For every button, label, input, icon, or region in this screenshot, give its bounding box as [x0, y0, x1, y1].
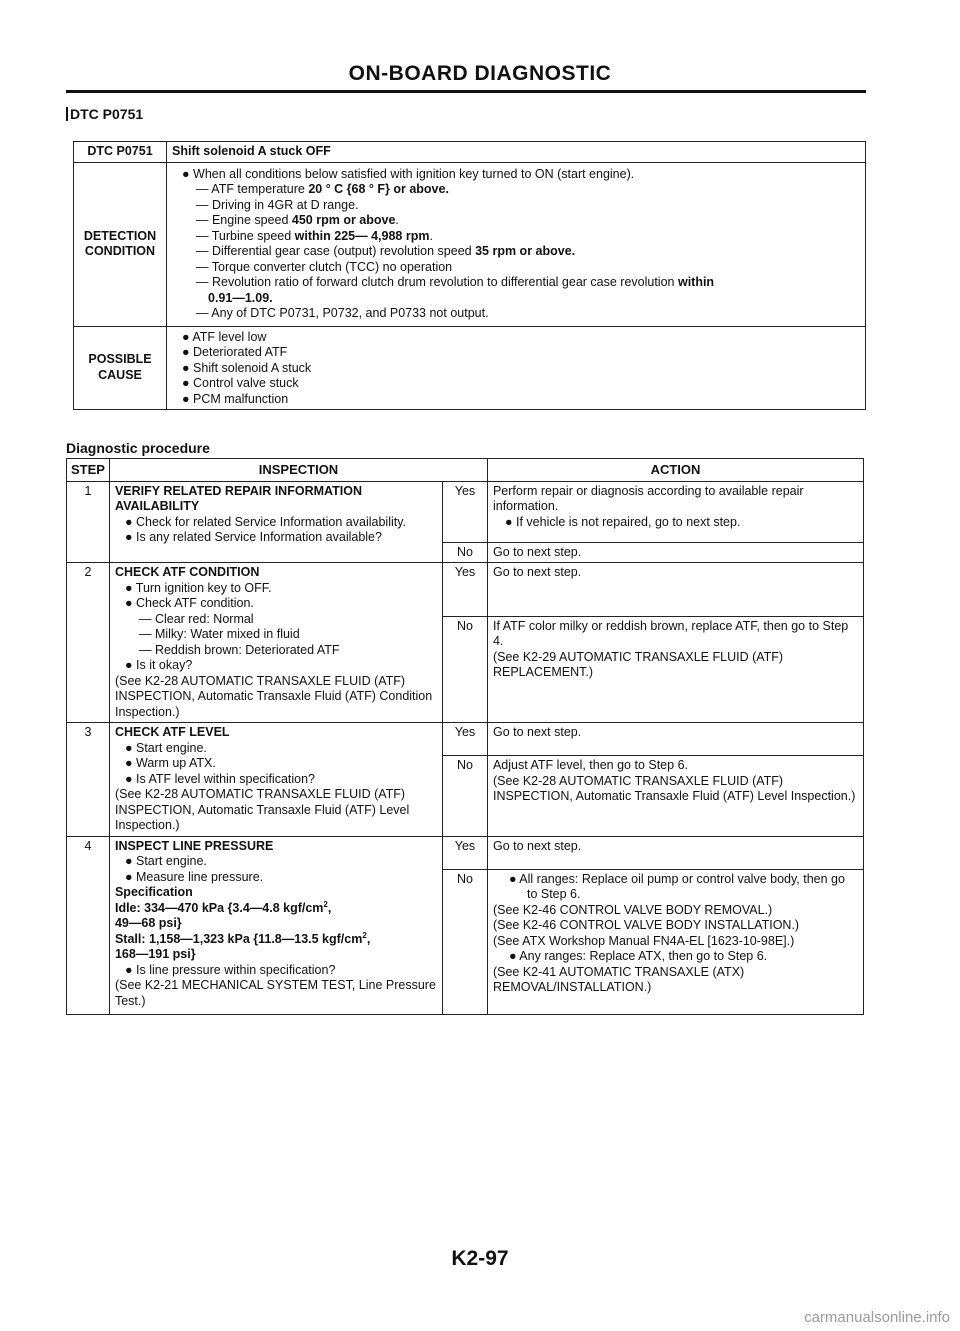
inspection-line: — Milky: Water mixed in fluid [138, 627, 300, 641]
step-title: INSPECT LINE PRESSURE [114, 838, 274, 853]
step-header: STEP [67, 459, 110, 482]
detection-conditions [167, 162, 866, 326]
inspection-line: ● Is line pressure within specification? [124, 962, 336, 977]
action-line: (See K2-41 AUTOMATIC TRANSAXLE (ATX) REMOVAL/INSTALLATION.) [492, 964, 745, 994]
step-3-no-action [487, 756, 863, 837]
section-label-text: DTC P0751 [70, 106, 144, 122]
step-title: VERIFY RELATED REPAIR INFORMATION AVAILABILITY [114, 483, 362, 513]
action-line: Perform repair or diagnosis according to available repair information. [492, 483, 804, 513]
detection-item: — Differential gear case (output) revolution speed 35 rpm or above. [196, 244, 576, 258]
detection-item: — Any of DTC P0731, P0732, and P0733 not output. [196, 306, 489, 320]
inspection-line: ● Check for related Service Information availability. [124, 514, 407, 529]
step-4-no-action [487, 869, 863, 1014]
action-line: (See ATX Workshop Manual FN4A-EL [1623-10-98E].) [492, 933, 795, 948]
page-title: ON-BOARD DIAGNOSTIC [348, 62, 612, 85]
watermark: carmanualsonline.info [804, 1309, 950, 1326]
inspection-reference: (See K2-21 MECHANICAL SYSTEM TEST, Line Pressure Test.) [114, 978, 436, 1008]
action-line: (See K2-29 AUTOMATIC TRANSAXLE FLUID (ATF) REPLACEMENT.) [492, 649, 784, 680]
detection-item: — Torque converter clutch (TCC) no operation [196, 259, 453, 274]
inspection-line: ● Turn ignition key to OFF. [124, 580, 272, 595]
cause-list [167, 326, 866, 410]
cause-item: ● Shift solenoid A stuck [182, 360, 312, 375]
step-3-inspection [109, 723, 442, 837]
inspection-line: ● Start engine. [124, 854, 207, 868]
cause-row [74, 326, 866, 410]
no-label: No [442, 756, 487, 837]
margin-mark [66, 107, 68, 121]
step-number: 1 [67, 481, 110, 563]
inspection-line: ● Warm up ATX. [124, 756, 216, 770]
step-1-yes-action [487, 481, 863, 542]
step-3-yes-row [67, 723, 864, 756]
action-header: ACTION [487, 459, 863, 482]
action-line: ● All ranges: Replace oil pump or control valve body, then go to Step 6. [508, 871, 845, 901]
dtc-description: Shift solenoid A stuck OFF [167, 142, 866, 163]
step-2-no-action [487, 616, 863, 722]
inspection-line: ● Start engine. [124, 740, 207, 755]
action-line: (See K2-46 CONTROL VALVE BODY REMOVAL.) [492, 902, 773, 917]
detection-item: — Engine speed 450 rpm or above. [196, 213, 399, 227]
step-1-yes-row [67, 481, 864, 542]
yes-label: Yes [442, 836, 487, 869]
step-number: 3 [67, 723, 110, 837]
inspection-line: ● Is any related Service Information available? [124, 530, 382, 544]
step-4-inspection [109, 836, 442, 1014]
action-line: (See K2-28 AUTOMATIC TRANSAXLE FLUID (ATF) INSPECTION, Automatic Transaxle Fluid (ATF) Level Inspection.) [492, 773, 856, 803]
detection-intro: ● When all conditions below satisfied with ignition key turned to ON (start engine). [182, 166, 635, 181]
step-1-inspection [109, 481, 442, 563]
detection-item: — Revolution ratio of forward clutch drum revolution to differential gear case revolution within [196, 275, 715, 289]
dtc-code: DTC P0751 [74, 142, 167, 163]
action-line: If ATF color milky or reddish brown, replace ATF, then go to Step 4. [492, 618, 849, 649]
inspection-line: — Clear red: Normal [138, 611, 254, 626]
action-line: Adjust ATF level, then go to Step 6. [492, 758, 688, 772]
step-4-yes-action: Go to next step. [487, 836, 863, 869]
detection-row [74, 162, 866, 326]
action-line: (See K2-46 CONTROL VALVE BODY INSTALLATION.) [492, 918, 800, 932]
no-label: No [442, 616, 487, 722]
step-title: CHECK ATF CONDITION [114, 565, 260, 579]
step-2-yes-action: Go to next step. [487, 563, 863, 617]
step-number: 4 [67, 836, 110, 1014]
no-label: No [442, 869, 487, 1014]
step-3-yes-action: Go to next step. [487, 723, 863, 756]
yes-label: Yes [442, 723, 487, 756]
step-4-yes-row [67, 836, 864, 869]
step-1-no-action: Go to next step. [487, 542, 863, 563]
step-number: 2 [67, 563, 110, 723]
inspection-line: — Reddish brown: Deteriorated ATF [138, 642, 340, 657]
inspection-line: ● Is ATF level within specification? [124, 771, 316, 786]
step-2-inspection [109, 563, 442, 723]
spec-label: Specification [114, 885, 193, 899]
no-label: No [442, 542, 487, 563]
procedure-label: Diagnostic procedure [66, 440, 210, 456]
step-2-yes-row [67, 563, 864, 617]
detection-item: — Driving in 4GR at D range. [196, 197, 359, 212]
step-title: CHECK ATF LEVEL [114, 725, 230, 739]
cause-item: ● ATF level low [182, 329, 267, 344]
cause-item: ● Control valve stuck [182, 376, 299, 390]
title-rule [66, 90, 866, 93]
detection-item: — ATF temperature 20 ° C {68 ° F} or above. [196, 182, 449, 196]
spec-stall-psi: 168—191 psi} [114, 947, 196, 961]
section-label [66, 106, 143, 122]
inspection-line: ● Is it okay? [124, 658, 193, 672]
inspection-header: INSPECTION [109, 459, 487, 482]
inspection-reference: (See K2-28 AUTOMATIC TRANSAXLE FLUID (ATF) INSPECTION, Automatic Transaxle Fluid (ATF) Level Inspection.) [114, 787, 410, 832]
page-number: K2-97 [451, 1247, 509, 1270]
cause-item: ● Deteriorated ATF [182, 345, 288, 359]
procedure-table [66, 458, 864, 1015]
spec-stall: Stall: 1,158—1,323 kPa {11.8—13.5 kgf/$cm^2$, [114, 930, 371, 946]
spec-idle: Idle: 334—470 kPa {3.4—4.8 kgf/$cm^2$, [114, 899, 332, 915]
detection-label: DETECTION CONDITION [74, 162, 167, 326]
inspection-line: ● Check ATF condition. [124, 596, 254, 610]
cause-label: POSSIBLE CAUSE [74, 326, 167, 410]
detection-item: — Turbine speed within 225— 4,988 rpm. [196, 228, 433, 243]
inspection-line: ● Measure line pressure. [124, 869, 264, 884]
dtc-header-row [74, 142, 866, 163]
detection-item: 0.91—1.09. [208, 290, 273, 305]
action-line: ● If vehicle is not repaired, go to next step. [504, 514, 741, 529]
procedure-header-row [67, 459, 864, 482]
dtc-table [73, 141, 866, 410]
spec-idle-psi: 49—68 psi} [114, 916, 182, 930]
inspection-reference: (See K2-28 AUTOMATIC TRANSAXLE FLUID (ATF) INSPECTION, Automatic Transaxle Fluid (ATF) Condition Inspection.) [114, 673, 433, 719]
yes-label: Yes [442, 481, 487, 542]
cause-item: ● PCM malfunction [182, 391, 289, 406]
yes-label: Yes [442, 563, 487, 617]
action-line: ● Any ranges: Replace ATX, then go to Step 6. [508, 949, 768, 963]
